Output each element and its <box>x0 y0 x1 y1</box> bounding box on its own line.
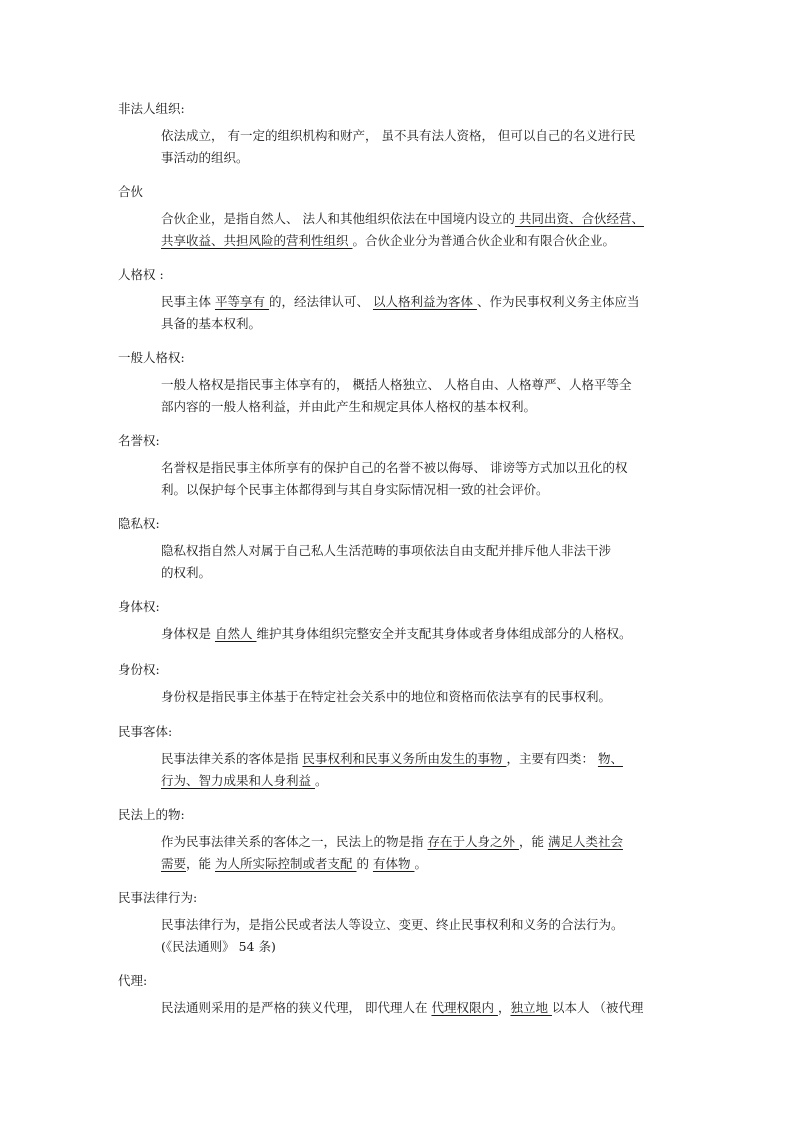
underlined-term: 自然人 <box>214 626 257 641</box>
section-term: 民事客体: <box>118 724 173 739</box>
body-line <box>161 686 678 708</box>
body-line <box>161 396 678 418</box>
body-line <box>161 125 678 147</box>
section-term: 隐私权: <box>118 516 160 531</box>
body-line <box>161 540 678 562</box>
text-run: 民事主体 <box>161 294 215 309</box>
section-body <box>161 997 678 1019</box>
section-body <box>161 831 678 875</box>
section-body <box>161 686 678 708</box>
underlined-term: 物、 <box>597 751 623 766</box>
underlined-term: 需要 <box>161 856 187 871</box>
text-run: ， <box>497 1000 511 1015</box>
text-run: ，能 <box>518 834 548 849</box>
body-line <box>161 623 678 645</box>
text-run: 一般人格权是指民事主体享有的， 概括人格独立、 人格自由、人格尊严、人格平等全 <box>161 377 632 392</box>
section-agency <box>118 972 678 1019</box>
section-term: 身份权: <box>118 662 160 677</box>
underlined-term: 以人格利益为客体 <box>372 294 477 309</box>
text-run: 身份权是指民事主体基于在特定社会关系中的地位和资格而依法享有的民事权利。 <box>161 689 612 704</box>
underlined-term: 满足人类社会 <box>547 834 623 849</box>
text-run: 具备的基本权利。 <box>161 316 262 331</box>
section-body <box>161 291 678 335</box>
section-civil-object <box>118 723 678 792</box>
section-privacy-rights <box>118 515 678 584</box>
section-body <box>161 914 678 958</box>
section-term: 一般人格权: <box>118 350 185 365</box>
body-line <box>161 770 678 792</box>
text-run: 名誉权是指民事主体所享有的保护自己的名誉不被以侮辱、 诽谤等方式加以丑化的权 <box>161 460 628 475</box>
body-line <box>161 997 678 1019</box>
body-line <box>161 831 678 853</box>
section-term: 身体权: <box>118 599 160 614</box>
underlined-term: 共同出资、合伙经营、 <box>514 211 644 226</box>
section-term: 人格权 : <box>118 267 164 282</box>
section-body <box>161 540 678 584</box>
section-term: 代理: <box>118 973 148 988</box>
section-term: 合伙 <box>118 184 144 199</box>
body-line <box>161 374 678 396</box>
section-body <box>161 623 678 645</box>
section-body <box>161 374 678 418</box>
text-run: 的权利。 <box>161 565 212 580</box>
text-run: 隐私权指自然人对属于自己私人生活范畴的事项依法自由支配并排斥他人非法干涉 <box>161 543 612 558</box>
text-run: 。 <box>414 856 427 871</box>
section-reputation-rights <box>118 432 678 501</box>
text-run: 民法通则采用的是严格的狭义代理， 即代理人在 <box>161 1000 432 1015</box>
section-body <box>161 748 678 792</box>
text-run: 的 <box>356 856 373 871</box>
body-line <box>161 457 678 479</box>
text-run: 合伙企业，是指自然人、 法人和其他组织依法在中国境内设立的 <box>161 211 515 226</box>
section-status-rights <box>118 661 678 708</box>
body-line <box>161 230 678 252</box>
text-run: 利。以保护每个民事主体都得到与其自身实际情况相一致的社会评价。 <box>161 482 549 497</box>
text-run: 。 <box>314 773 328 788</box>
section-civil-juristic-act <box>118 889 678 958</box>
text-run: ，主要有四类： <box>506 751 598 766</box>
text-run: 民事法律关系的客体是指 <box>161 751 303 766</box>
underlined-term: 代理权限内 <box>431 1000 498 1015</box>
text-run: 身体权是 <box>161 626 215 641</box>
text-run: 的，经法律认可、 <box>268 294 373 309</box>
body-line <box>161 208 678 230</box>
text-run: 、作为民事权利义务主体应当 <box>476 294 640 309</box>
section-partnership <box>118 183 678 252</box>
text-run: 依法成立， 有一定的组织机构和财产， 虽不具有法人资格， 但可以自己的名义进行民 <box>161 128 636 143</box>
body-line <box>161 562 678 584</box>
body-line <box>161 853 678 875</box>
underlined-term: 为人所实际控制或者支配 <box>215 856 357 871</box>
body-line <box>161 291 678 313</box>
body-line <box>161 914 678 936</box>
section-body <box>161 457 678 501</box>
underlined-term: 民事权利和民事义务所由发生的事物 <box>302 751 507 766</box>
body-line <box>161 479 678 501</box>
underlined-term: 有体物 <box>372 856 415 871</box>
text-run: (《民法通则》 54 条) <box>161 939 276 954</box>
text-run: ，能 <box>186 856 215 871</box>
body-line <box>161 147 678 169</box>
section-general-personality-rights <box>118 349 678 418</box>
text-run: 事活动的组织。 <box>161 150 249 165</box>
section-thing-in-civil-law <box>118 806 678 875</box>
text-run: 作为民事法律关系的客体之一，民法上的物是指 <box>161 834 428 849</box>
text-run: 维护其身体组织完整安全并支配其身体或者身体组成部分的人格权。 <box>256 626 632 641</box>
underlined-term: 平等享有 <box>214 294 269 309</box>
text-run: 部内容的一般人格利益，并由此产生和规定具体人格权的基本权利。 <box>161 399 537 414</box>
section-unincorporated-organization <box>118 100 678 169</box>
section-bodily-rights <box>118 598 678 645</box>
section-body <box>161 125 678 169</box>
body-line <box>161 748 678 770</box>
text-run: 民事法律行为，是指公民或者法人等设立、变更、终止民事权利和义务的合法行为。 <box>161 917 624 932</box>
section-term: 民事法律行为: <box>118 890 198 905</box>
underlined-term: 独立地 <box>510 1000 552 1015</box>
section-term: 民法上的物: <box>118 807 185 822</box>
text-run: 。合伙企业分为普通合伙企业和有限合伙企业。 <box>352 233 615 248</box>
underlined-term: 共享收益、共担风险的营利性组织 <box>161 233 353 248</box>
section-term: 非法人组织: <box>118 101 185 116</box>
underlined-term: 存在于人身之外 <box>427 834 519 849</box>
text-run: 以本人 （被代理 <box>551 1000 644 1015</box>
section-personality-rights <box>118 266 678 335</box>
body-line <box>161 313 678 335</box>
section-term: 名誉权: <box>118 433 160 448</box>
section-body <box>161 208 678 252</box>
body-line <box>161 936 678 958</box>
underlined-term: 行为、智力成果和人身利益 <box>161 773 315 788</box>
